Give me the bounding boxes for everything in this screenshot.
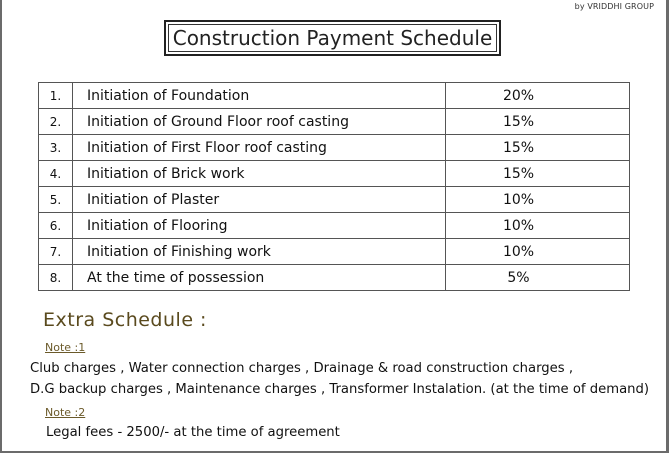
note-1-label: Note :1	[45, 341, 86, 354]
table-row	[39, 161, 630, 187]
table-row	[39, 83, 630, 109]
row-number: 2.	[39, 109, 73, 135]
row-number: 5.	[39, 187, 73, 213]
stage-description: Initiation of Ground Floor roof casting	[73, 109, 446, 135]
table-row	[39, 239, 630, 265]
row-number: 3.	[39, 135, 73, 161]
payment-percent: 10%	[446, 187, 630, 213]
stage-description: Initiation of Foundation	[73, 83, 446, 109]
payment-percent: 20%	[446, 83, 630, 109]
page-title: Construction Payment Schedule	[164, 20, 501, 56]
stage-description: Initiation of Plaster	[73, 187, 446, 213]
table-row	[39, 187, 630, 213]
row-number: 7.	[39, 239, 73, 265]
payment-percent: 15%	[446, 161, 630, 187]
table-row	[39, 265, 630, 291]
payment-percent: 10%	[446, 213, 630, 239]
stage-description: Initiation of Flooring	[73, 213, 446, 239]
table-row	[39, 213, 630, 239]
document-page	[2, 0, 666, 451]
stage-description: Initiation of First Floor roof casting	[73, 135, 446, 161]
note-2-line-1: Legal fees - 2500/- at the time of agreement	[46, 425, 340, 440]
note-1-line-1: Club charges , Water connection charges , Drainage & road construction charges ,	[30, 361, 574, 376]
payment-percent: 10%	[446, 239, 630, 265]
extra-schedule-heading: Extra Schedule :	[43, 309, 207, 331]
payment-schedule-table	[38, 82, 630, 291]
row-number: 1.	[39, 83, 73, 109]
note-1-line-2: D.G backup charges , Maintenance charges , Transformer Instalation. (at the time of demand)	[30, 382, 650, 397]
payment-percent: 5%	[446, 265, 630, 291]
stage-description: Initiation of Brick work	[73, 161, 446, 187]
stage-description: At the time of possession	[73, 265, 446, 291]
row-number: 8.	[39, 265, 73, 291]
table-row	[39, 109, 630, 135]
row-number: 4.	[39, 161, 73, 187]
stage-description: Initiation of Finishing work	[73, 239, 446, 265]
brand-label: by VRIDDHI GROUP	[574, 2, 654, 11]
payment-percent: 15%	[446, 109, 630, 135]
table-row	[39, 135, 630, 161]
row-number: 6.	[39, 213, 73, 239]
payment-percent: 15%	[446, 135, 630, 161]
note-2-label: Note :2	[45, 406, 86, 419]
